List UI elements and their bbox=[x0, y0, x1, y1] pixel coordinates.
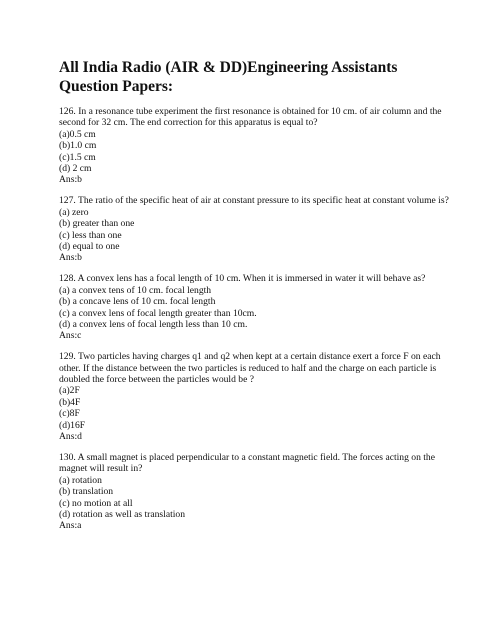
option-c: (c)1.5 cm bbox=[59, 151, 96, 163]
question-text: 129. Two particles having charges q1 and q2 when kept at a certain distance exert a force F on each other. If the distance between the two particles is reduced to half and the charge on each particle is doubled the force between the particles would be ? bbox=[59, 351, 441, 386]
question-129 bbox=[59, 351, 449, 442]
option-b: (b)4F bbox=[59, 396, 81, 408]
option-a: (a) a convex tens of 10 cm. focal length bbox=[59, 284, 212, 296]
options-list bbox=[59, 129, 449, 175]
option-d: (d)16F bbox=[59, 419, 86, 431]
option-d: (d) equal to one bbox=[59, 240, 120, 252]
question-text: 128. A convex lens has a focal length of 10 cm. When it is immersed in water it will behave as? bbox=[59, 273, 426, 285]
answer: Ans:d bbox=[59, 431, 82, 443]
question-text: 126. In a resonance tube experiment the first resonance is obtained for 10 cm. of air column and the second for 32 cm. The end correction for this apparatus is equal to? bbox=[59, 106, 442, 129]
options-list bbox=[59, 475, 449, 521]
answer: Ans:a bbox=[59, 520, 82, 532]
page-title: All India Radio (AIR & DD)Engineering Assistants Question Papers: bbox=[59, 59, 398, 95]
option-b: (b) translation bbox=[59, 486, 114, 498]
option-b: (b) greater than one bbox=[59, 218, 135, 230]
document-page bbox=[59, 58, 449, 541]
question-text: 130. A small magnet is placed perpendicular to a constant magnetic field. The forces acting on the magnet will result in? bbox=[59, 451, 435, 475]
options-list bbox=[59, 207, 449, 253]
option-d: (d) a convex lens of focal length less than 10 cm. bbox=[59, 318, 248, 330]
option-c: (c) less than one bbox=[59, 229, 122, 241]
option-c: (c)8F bbox=[59, 408, 80, 420]
option-a: (a) rotation bbox=[59, 474, 102, 486]
option-b: (b) a concave lens of 10 cm. focal length bbox=[59, 296, 216, 308]
option-b: (b)1.0 cm bbox=[59, 140, 97, 152]
option-d: (d) rotation as well as translation bbox=[59, 509, 186, 520]
option-d: (d) 2 cm bbox=[59, 163, 92, 175]
question-126 bbox=[59, 106, 449, 186]
question-130 bbox=[59, 452, 449, 532]
option-a: (a)2F bbox=[59, 385, 80, 397]
answer: Ans:b bbox=[59, 252, 82, 264]
option-c: (c) a convex lens of focal length greater than 10cm. bbox=[59, 307, 257, 319]
option-a: (a) zero bbox=[59, 206, 89, 218]
option-c: (c) no motion at all bbox=[59, 497, 133, 509]
question-128 bbox=[59, 273, 449, 341]
answer: Ans:b bbox=[59, 174, 82, 186]
question-text: 127. The ratio of the specific heat of air at constant pressure to its specific heat at constant volume is? bbox=[59, 195, 449, 207]
option-a: (a)0.5 cm bbox=[59, 128, 96, 140]
answer: Ans:c bbox=[59, 330, 82, 342]
question-127 bbox=[59, 195, 449, 263]
options-list bbox=[59, 385, 449, 431]
options-list bbox=[59, 285, 449, 331]
